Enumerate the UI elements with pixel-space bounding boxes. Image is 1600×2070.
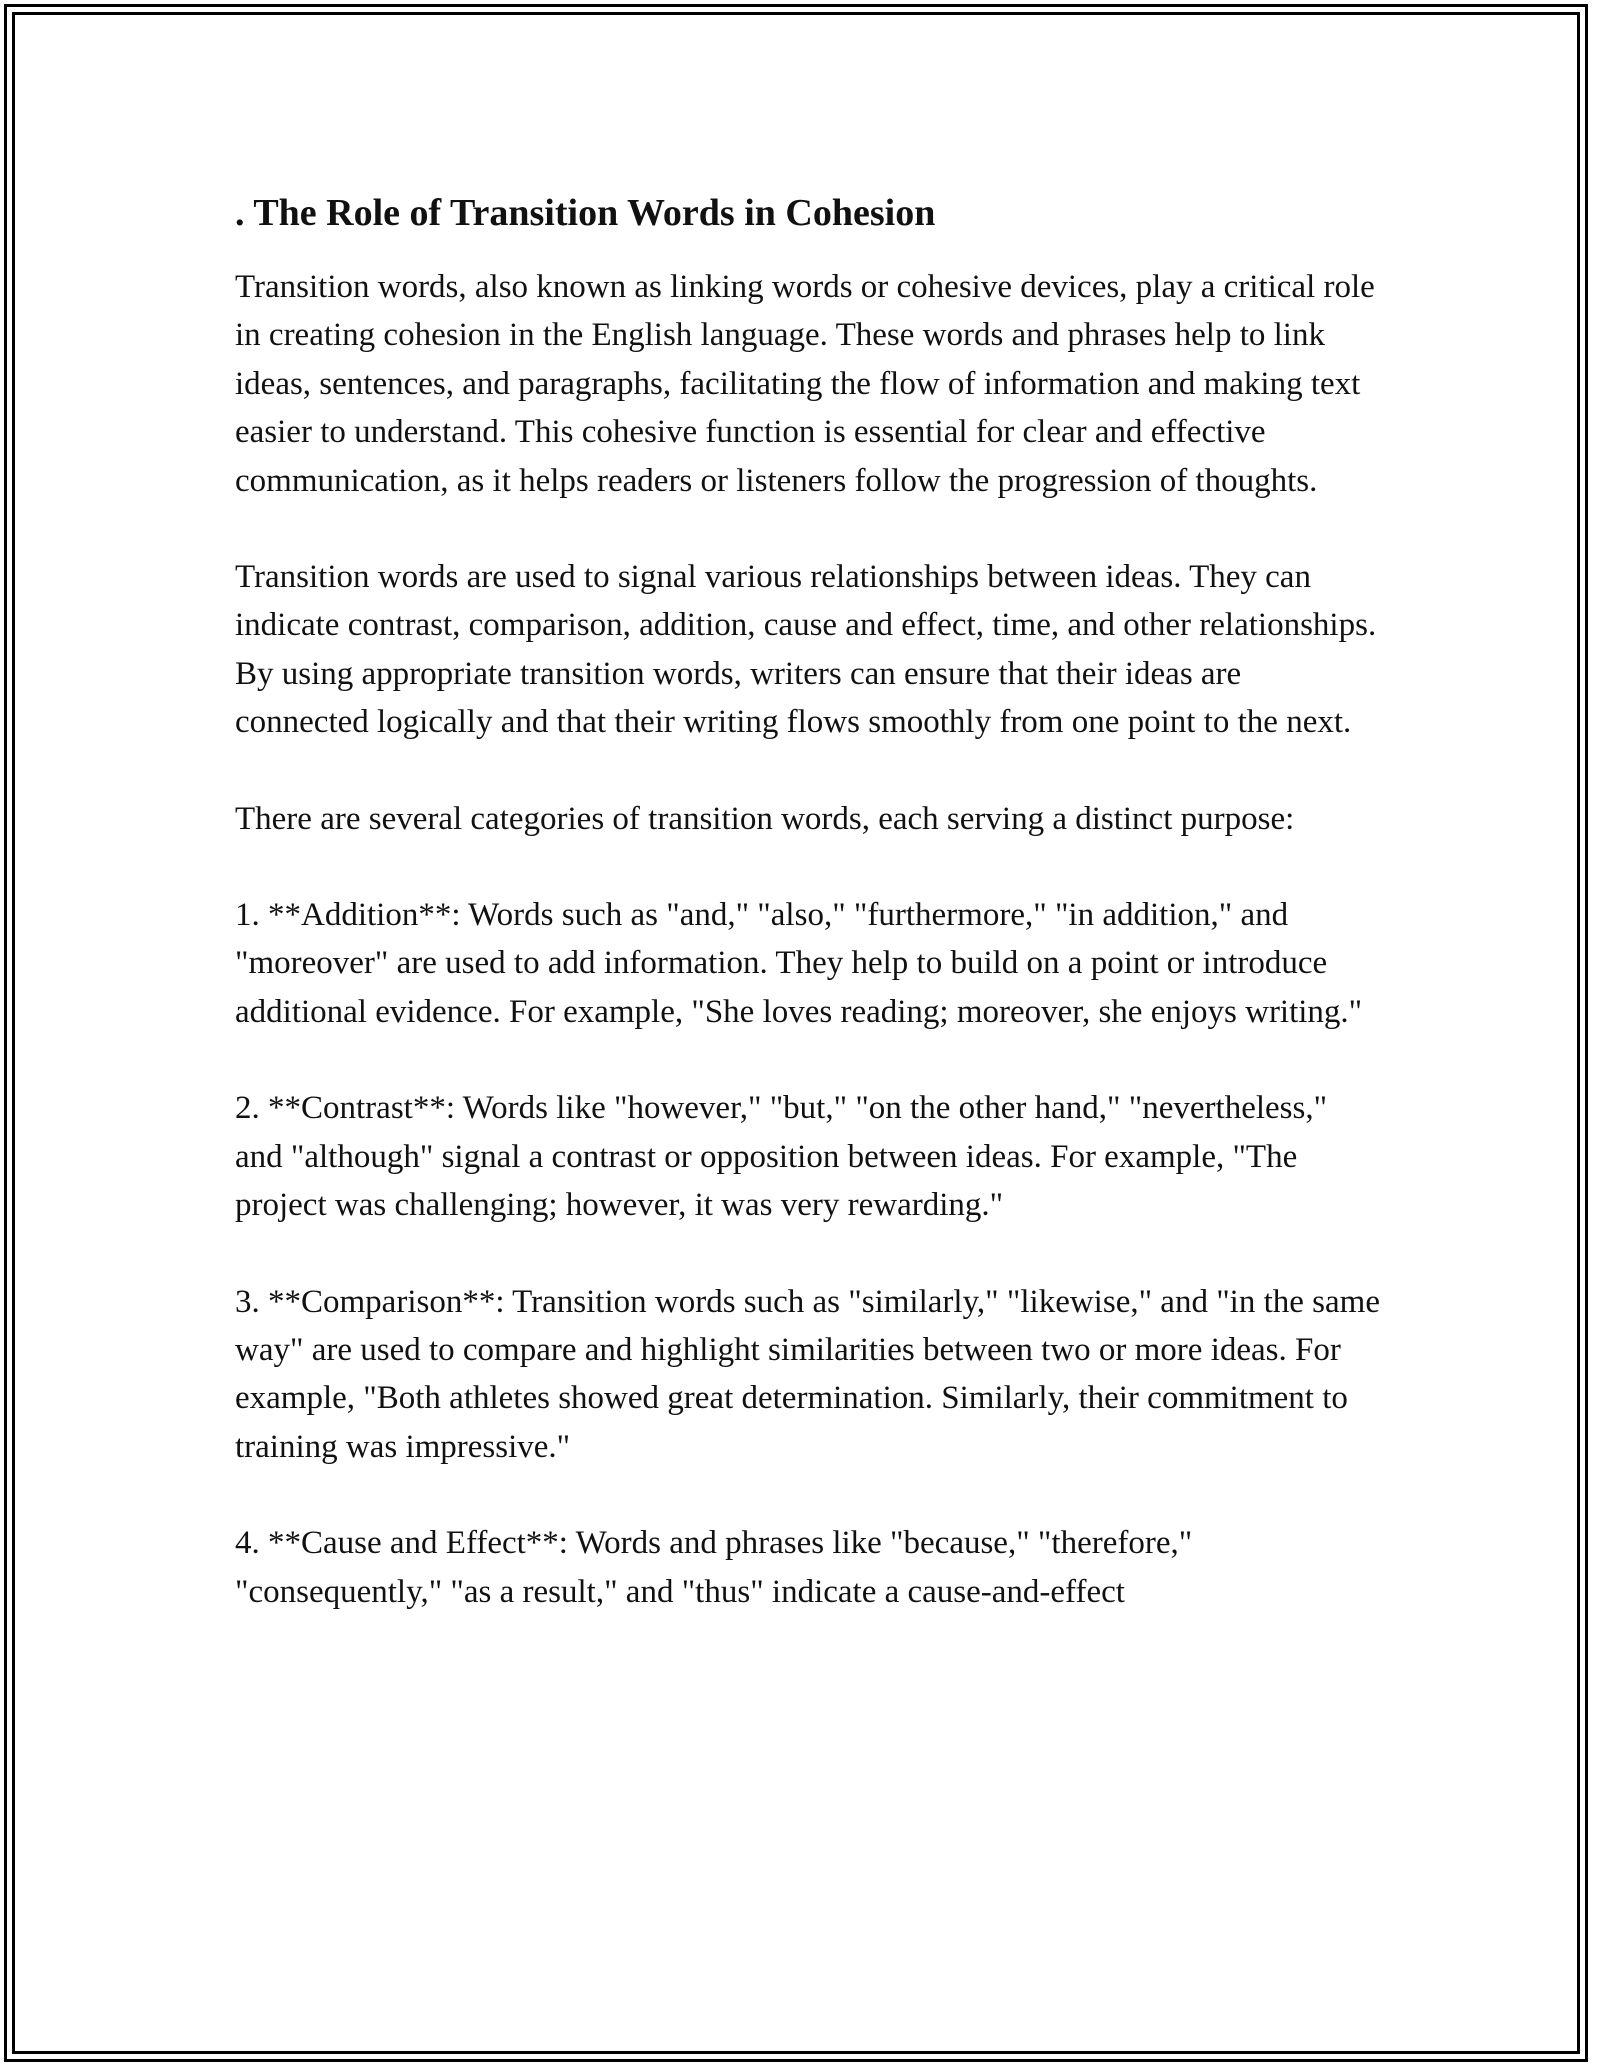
paragraph-intro: Transition words, also known as linking words or cohesive devices, play a critical role in creating cohesion in the English language. These words and phrases help to link ideas, sentences, and paragraphs, facilitating the flow of information and making text easier to understand. This cohesive function is essential for clear and effective communication, as it helps readers or listeners follow the progression of thoughts. <box>235 269 1375 499</box>
paragraph-relationships: Transition words are used to signal various relationships between ideas. They can indicate contrast, comparison, addition, cause and effect, time, and other relationships. By using appropriate transition words, writers can ensure that their ideas are connected logically and that their writing flows smoothly from one point to the next. <box>235 559 1377 741</box>
list-item-addition: 1. **Addition**: Words such as "and," "also," "furthermore," "in addition," and "moreover" are used to add information. They help to build on a point or introduce additional evidence. For example, "She loves reading; moreover, she enjoys writing." <box>235 897 1363 1030</box>
list-item-comparison: 3. **Comparison**: Transition words such as "similarly," "likewise," and "in the same way" are used to compare and highlight similarities between two or more ideas. For example, "Both athletes showed great determination. Similarly, their commitment to training was impressive." <box>235 1283 1380 1465</box>
list-item-cause-effect: 4. **Cause and Effect**: Words and phrases like "because," "therefore," "consequently," "as a result," and "thus" indicate a cause-and-effect <box>235 1525 1193 1610</box>
paragraph-categories: There are several categories of transition words, each serving a distinct purpose: <box>235 800 1295 837</box>
section-heading: . The Role of Transition Words in Cohesion <box>235 192 936 234</box>
document-body <box>235 183 1380 1616</box>
list-item-contrast: 2. **Contrast**: Words like "however," "but," "on the other hand," "nevertheless," and "although" signal a contrast or opposition between ideas. For example, "The project was challenging; however, it was very rewarding." <box>235 1090 1328 1224</box>
